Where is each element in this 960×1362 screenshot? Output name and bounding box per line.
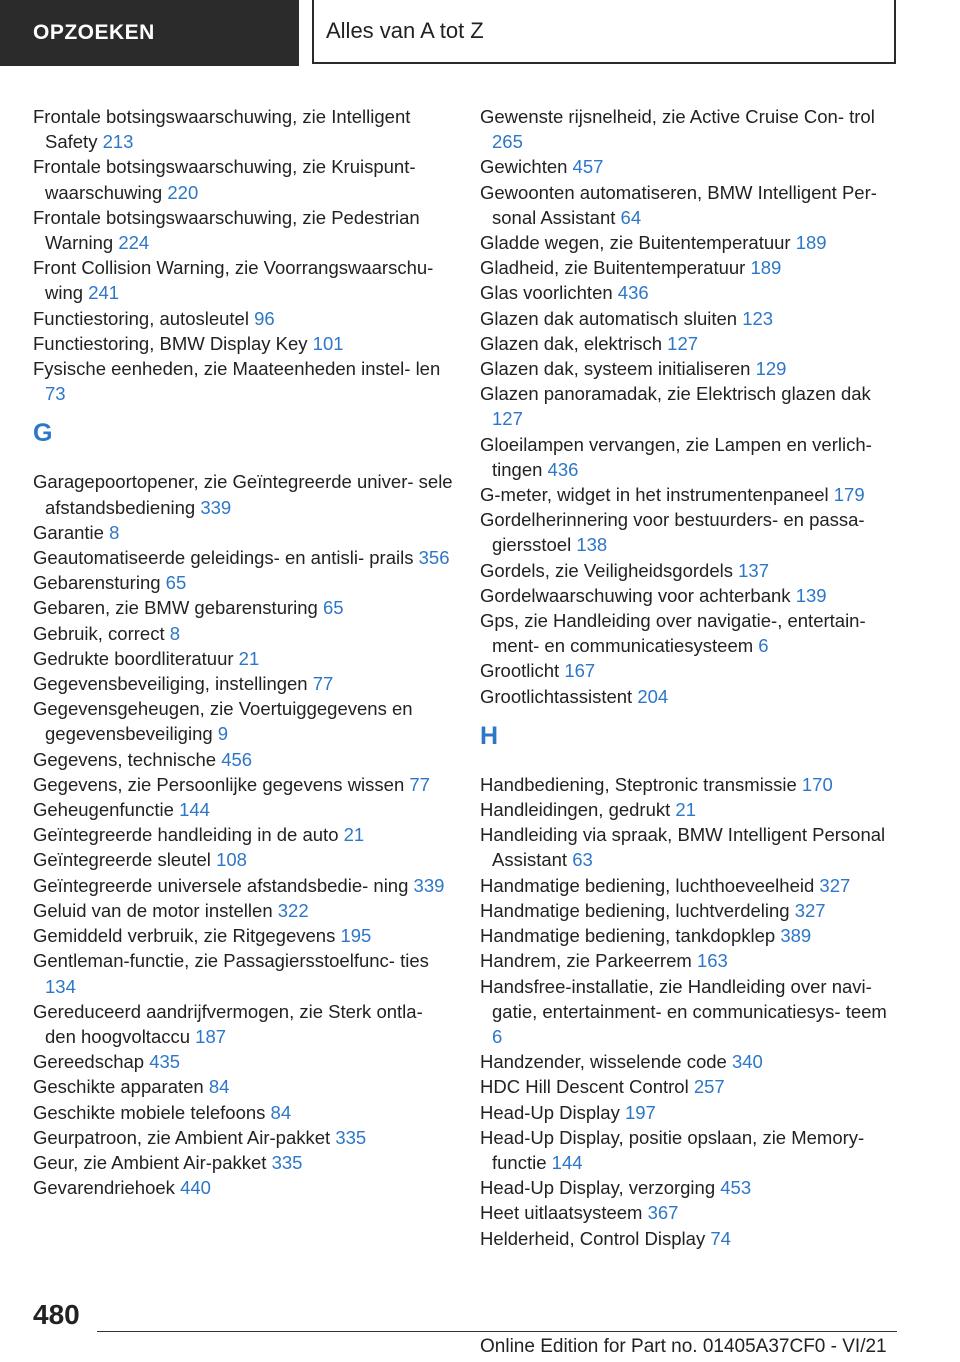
page-reference-link[interactable]: 440 (180, 1177, 211, 1199)
index-entry (33, 356, 458, 406)
index-entry-text: Functiestoring, autosleutel (33, 307, 249, 329)
index-entry-text: Handsfree-installatie, zie Handleiding over navi- gatie, entertainment- en communicatiesys- teem (480, 975, 887, 1022)
page-reference-link[interactable]: 65 (322, 597, 344, 619)
index-entry-text: Gordelwaarschuwing voor achterbank (480, 584, 791, 606)
page-reference-link[interactable]: 335 (271, 1151, 303, 1173)
page-reference-link[interactable]: 167 (564, 660, 596, 682)
page-reference-link[interactable]: 457 (572, 156, 604, 178)
index-entry (480, 974, 900, 1050)
index-entry (480, 1125, 900, 1175)
index-entry-text: Fysische eenheden, zie Maateenheden instel- len (33, 358, 441, 380)
index-entry (33, 205, 458, 255)
index-entry-text: Gladheid, zie Buitentemperatuur (480, 257, 746, 279)
index-entry (480, 255, 900, 280)
index-entry-text: Handrem, zie Parkeerrem (480, 950, 692, 972)
page-reference-link[interactable]: 197 (624, 1101, 656, 1123)
index-entry-text: Gewenste rijsnelheid, zie Active Cruise Con- trol (480, 106, 875, 127)
page-reference-link[interactable]: 8 (109, 521, 120, 543)
index-entry-text: Geïntegreerde sleutel (33, 849, 211, 871)
footer-divider (97, 1331, 897, 1332)
index-entry-text: Gereduceerd aandrijfvermogen, zie Sterk ontla- den hoogvoltaccu (33, 1000, 423, 1047)
index-entry-text: Frontale botsingswaarschuwing, zie Kruispunt- waarschuwing (33, 156, 416, 203)
page-reference-link[interactable]: 6 (492, 1025, 503, 1047)
index-entry-text: Gps, zie Handleiding over navigatie-, entertain- ment- en communicatiesysteem (480, 610, 866, 657)
index-entry-text: Geurpatroon, zie Ambient Air-pakket (33, 1126, 331, 1148)
page-reference-link[interactable]: 340 (731, 1051, 763, 1073)
page-reference-link[interactable]: 327 (794, 899, 826, 921)
index-entry (480, 923, 900, 948)
index-entry-text: Head-Up Display, positie opslaan, zie Memory- functie (480, 1126, 865, 1173)
index-entry-text: Garagepoortopener, zie Geïntegreerde univer- sele afstandsbediening (33, 471, 453, 518)
index-entry (33, 1175, 458, 1200)
index-entry (480, 1200, 900, 1225)
page-reference-link[interactable]: 21 (675, 799, 696, 821)
index-entry (480, 583, 900, 608)
index-entry-text: Handzender, wisselende code (480, 1051, 727, 1073)
page-reference-link[interactable]: 224 (118, 232, 150, 254)
index-entry-text: G-meter, widget in het instrumentenpaneel (480, 484, 829, 506)
index-entry-text: Geur, zie Ambient Air-pakket (33, 1151, 267, 1173)
index-entry (480, 1049, 900, 1074)
page-reference-link[interactable]: 63 (572, 849, 593, 871)
index-entry-text: Garantie (33, 521, 104, 543)
index-entry-text: Frontale botsingswaarschuwing, zie Intelligent Safety (33, 106, 411, 153)
index-entry (480, 482, 900, 507)
index-entry-text: Gemiddeld verbruik, zie Ritgegevens (33, 925, 336, 947)
page-reference-link[interactable]: 189 (795, 232, 827, 254)
page-reference-link[interactable]: 127 (667, 332, 699, 354)
index-letter-heading: H (480, 721, 499, 750)
index-entry-text: Glazen dak, systeem initialiseren (480, 358, 751, 380)
index-entry (33, 923, 458, 948)
index-entry-text: Heet uitlaatsysteem (480, 1202, 643, 1224)
index-entry (33, 469, 458, 519)
index-entry-text: Geautomatiseerde geleidings- en antisli- prails (33, 547, 414, 569)
index-letter-heading: G (33, 419, 53, 448)
page-reference-link[interactable]: 322 (277, 899, 309, 921)
index-entry (33, 772, 458, 797)
index-column-right (480, 104, 900, 1251)
page-reference-link[interactable]: 257 (693, 1076, 725, 1098)
section-tab[interactable]: OPZOEKEN (0, 0, 299, 66)
page-reference-link[interactable]: 129 (755, 358, 787, 380)
index-entry (480, 180, 900, 230)
index-entry-text: Gebruik, correct (33, 622, 165, 644)
index-entry-text: Head-Up Display (480, 1101, 620, 1123)
index-entry (480, 154, 900, 179)
index-entry (480, 658, 900, 683)
index-entry-text: Gloeilampen vervangen, zie Lampen en verlich- tingen (480, 433, 872, 480)
index-entry-text: Glazen panoramadak, zie Elektrisch glazen dak (480, 383, 871, 405)
index-entry-text: Geheugenfunctie (33, 799, 174, 821)
index-entry-text: Glas voorlichten (480, 282, 613, 304)
page-reference-link[interactable]: 220 (167, 181, 199, 203)
index-entry (480, 280, 900, 305)
page-reference-link[interactable]: 123 (742, 307, 774, 329)
page-reference-link[interactable]: 21 (343, 824, 365, 846)
page-reference-link[interactable]: 456 (221, 748, 253, 770)
index-entry-text: Gegevens, zie Persoonlijke gegevens wissen (33, 773, 405, 795)
page-reference-link[interactable]: 144 (179, 799, 210, 821)
index-entry-text: Gentleman-functie, zie Passagiersstoelfunc- ties (33, 950, 429, 972)
page-reference-link[interactable]: 213 (102, 131, 134, 153)
page-reference-link[interactable]: 163 (696, 950, 728, 972)
index-entry (33, 595, 458, 620)
index-entry-text: Frontale botsingswaarschuwing, zie Pedestrian Warning (33, 206, 420, 254)
index-entry-text: Head-Up Display, verzorging (480, 1177, 716, 1199)
index-entry (33, 154, 458, 204)
index-entry-text: HDC Hill Descent Control (480, 1076, 689, 1098)
index-entry-text: Glazen dak, elektrisch (480, 332, 663, 354)
index-entry (33, 1100, 458, 1125)
index-entry (33, 104, 458, 154)
index-entry (33, 570, 458, 595)
index-entry-text: Geluid van de motor instellen (33, 899, 273, 921)
index-entry-text: Glazen dak automatisch sluiten (480, 307, 738, 329)
page-reference-link[interactable]: 339 (413, 874, 445, 896)
index-entry-text: Gegevens, technische (33, 748, 217, 770)
index-entry (33, 999, 458, 1049)
index-entry (480, 1175, 900, 1200)
page-reference-link[interactable]: 108 (216, 849, 247, 871)
page-reference-link[interactable]: 6 (758, 635, 769, 657)
page-reference-link[interactable]: 84 (208, 1076, 230, 1098)
index-entry (480, 797, 900, 822)
index-entry (480, 873, 900, 898)
page-reference-link[interactable]: 195 (340, 925, 372, 947)
index-entry (33, 520, 458, 545)
page-number: 480 (33, 1299, 80, 1330)
index-entry (480, 306, 900, 331)
page-reference-link[interactable]: 139 (795, 584, 827, 606)
index-entry (33, 898, 458, 923)
index-entry-text: Handleiding via spraak, BMW Intelligent Personal Assistant (480, 824, 886, 871)
page-reference-link[interactable]: 389 (780, 925, 812, 947)
page-reference-link[interactable]: 241 (88, 282, 120, 304)
index-column-left (33, 104, 458, 1200)
index-entry (33, 948, 458, 998)
index-entry (33, 747, 458, 772)
page-reference-link[interactable]: 127 (492, 408, 523, 430)
index-entry (33, 545, 458, 570)
index-entry-text: Gordelherinnering voor bestuurders- en passa- giersstoel (480, 509, 865, 556)
index-entry (480, 230, 900, 255)
index-entry (33, 1125, 458, 1150)
index-entry-text: Geschikte apparaten (33, 1076, 204, 1098)
page-reference-link[interactable]: 356 (418, 547, 450, 569)
index-entry-text: Gebaren, zie BMW gebarensturing (33, 597, 318, 619)
index-entry-text: Gegevensbeveiliging, instellingen (33, 673, 308, 695)
index-entry (480, 331, 900, 356)
index-entry (33, 1150, 458, 1175)
index-entry (480, 1226, 900, 1251)
index-entry-text: Gebarensturing (33, 572, 161, 594)
index-entry (33, 621, 458, 646)
page-reference-link[interactable]: 64 (620, 206, 642, 228)
page-reference-link[interactable]: 265 (492, 131, 523, 153)
index-entry (33, 822, 458, 847)
index-entry (480, 356, 900, 381)
edition-text: Online Edition for Part no. 01405A37CF0 - VI/21 (480, 1336, 887, 1357)
index-entry (33, 797, 458, 822)
index-entry-text: Handmatige bediening, tankdopklep (480, 925, 776, 947)
index-entry (480, 558, 900, 583)
index-entry-text: Gegevensgeheugen, zie Voertuiggegevens en gegevensbeveiliging (33, 698, 413, 745)
index-entry (480, 898, 900, 923)
index-entry (480, 432, 900, 482)
page-reference-link[interactable]: 170 (801, 773, 833, 795)
index-entry-text: Gedrukte boordliteratuur (33, 647, 234, 669)
index-entry (480, 772, 900, 797)
index-entry (33, 671, 458, 696)
index-entry (480, 822, 900, 872)
index-entry-text: Helderheid, Control Display (480, 1227, 706, 1249)
index-entry (33, 255, 458, 305)
page-reference-link[interactable]: 73 (45, 383, 66, 405)
index-entry-text: Gladde wegen, zie Buitentemperatuur (480, 232, 791, 254)
page-reference-link[interactable]: 179 (833, 484, 865, 506)
index-entry (33, 696, 458, 746)
index-entry (480, 104, 900, 154)
page-reference-link[interactable]: 21 (238, 647, 260, 669)
index-entry-text: Handbediening, Steptronic transmissie (480, 773, 797, 795)
page-reference-link[interactable]: 144 (551, 1151, 583, 1173)
page-reference-link[interactable]: 77 (409, 773, 430, 795)
page-reference-link[interactable]: 134 (45, 975, 76, 997)
index-entry (480, 608, 900, 658)
index-entry-text: Functiestoring, BMW Display Key (33, 332, 308, 354)
chapter-title[interactable]: Alles van A tot Z (312, 0, 896, 64)
index-entry (480, 1074, 900, 1099)
page-reference-link[interactable]: 435 (149, 1051, 181, 1073)
index-entry (480, 948, 900, 973)
index-entry (480, 684, 900, 709)
index-entry-text: Grootlichtassistent (480, 685, 633, 707)
index-entry (480, 507, 900, 557)
index-entry-text: Geschikte mobiele telefoons (33, 1101, 266, 1123)
index-entry-text: Gordels, zie Veiligheidsgordels (480, 559, 733, 581)
index-entry-text: Grootlicht (480, 660, 560, 682)
page-reference-link[interactable]: 65 (165, 572, 187, 594)
index-entry-text: Handmatige bediening, luchtverdeling (480, 899, 790, 921)
page-reference-link[interactable]: 436 (547, 458, 579, 480)
page-reference-link[interactable]: 453 (720, 1177, 752, 1199)
index-entry (33, 646, 458, 671)
index-entry-text: Gewoonten automatiseren, BMW Intelligent Per- sonal Assistant (480, 181, 877, 228)
index-entry-text: Gevarendriehoek (33, 1177, 175, 1199)
page-reference-link[interactable]: 367 (647, 1202, 679, 1224)
index-entry (33, 1074, 458, 1099)
index-entry-text: Geïntegreerde universele afstandsbedie- ning (33, 874, 409, 896)
page-reference-link[interactable]: 74 (710, 1227, 731, 1249)
page-reference-link[interactable]: 339 (200, 496, 232, 518)
index-entry (33, 873, 458, 898)
page-reference-link[interactable]: 9 (217, 723, 229, 745)
index-entry-text: Front Collision Warning, zie Voorrangswaarschu- wing (33, 257, 434, 304)
page-reference-link[interactable]: 77 (312, 673, 334, 695)
index-entry (33, 847, 458, 872)
index-entry-text: Geïntegreerde handleiding in de auto (33, 824, 339, 846)
index-entry-text: Handmatige bediening, luchthoeveelheid (480, 874, 815, 896)
page-reference-link[interactable]: 204 (637, 685, 669, 707)
index-entry-text: Gereedschap (33, 1051, 145, 1073)
index-entry (480, 1100, 900, 1125)
page-reference-link[interactable]: 335 (335, 1126, 367, 1148)
page-reference-link[interactable]: 327 (819, 874, 851, 896)
page-reference-link[interactable]: 96 (254, 307, 275, 329)
index-entry (480, 381, 900, 431)
page-reference-link[interactable]: 137 (738, 559, 769, 581)
page-reference-link[interactable]: 436 (617, 282, 649, 304)
page-reference-link[interactable]: 189 (750, 257, 782, 279)
page-reference-link[interactable]: 101 (312, 332, 344, 354)
index-entry-text: Gewichten (480, 156, 568, 178)
index-entry (33, 306, 458, 331)
page-reference-link[interactable]: 84 (270, 1101, 292, 1123)
index-entry (33, 1049, 458, 1074)
page-reference-link[interactable]: 138 (576, 534, 608, 556)
page-reference-link[interactable]: 187 (195, 1025, 227, 1047)
index-entry (33, 331, 458, 356)
page-header (0, 0, 960, 66)
page-reference-link[interactable]: 8 (169, 622, 181, 644)
index-entry-text: Handleidingen, gedrukt (480, 799, 671, 821)
